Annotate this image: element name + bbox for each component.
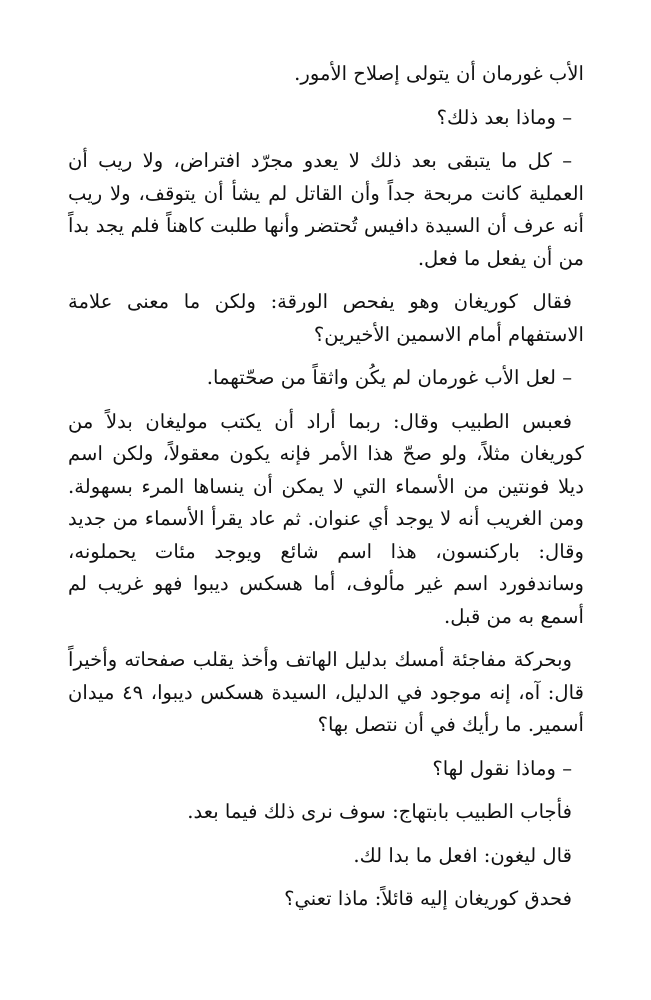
paragraph-ligon-says: قال ليغون: افعل ما بدا لك.	[353, 843, 572, 867]
paragraph-doctor-frowns: فعبس الطبيب وقال: ربما أراد أن يكتب موليغان بدلاً من كوريغان مثلاً، ولو صحّ هذا الأمر فإنه يكون معقولاً، ولكن اسم ديلا فونتين من الأسماء التي لا يمكن أن ينساها المرء بسهولة. ومن الغريب أنه لا يوجد أي عنوان. ثم عاد يقرأ الأسماء من جديد وقال: باركنسون، هذا اسم شائع ويوجد مئات يحملونه، وساندفورد اسم غير مألوف، أما هسكس ديبوا فهو غريب لم أسمع به من قبل.	[68, 409, 584, 628]
paragraph-dialogue-what-next: – وماذا بعد ذلك؟	[436, 105, 572, 129]
paragraph-corrigan-question: فقال كوريغان وهو يفحص الورقة: ولكن ما معنى علامة الاستفهام أمام الاسمين الأخيرين؟	[68, 290, 584, 346]
paragraph-assumption: – كل ما يتبقى بعد ذلك لا يعدو مجرّد افتراض، ولا ريب أن العملية كانت مربحة جداً وأن القاتل لم يشأ أن يتوقف، ولا ريب أنه عرف أن السيدة دافيس تُحتضر وأنها طلبت كاهناً فلم يجد بداً من أن يفعل ما فعل.	[68, 149, 584, 270]
paragraph-not-sure: – لعل الأب غورمان لم يكُن واثقاً من صحّتهما.	[206, 366, 572, 389]
paragraph-continuation: الأب غورمان أن يتولى إصلاح الأمور.	[294, 62, 584, 85]
paragraph-doctor-reply: فأجاب الطبيب بابتهاج: سوف نرى ذلك فيما بعد.	[187, 800, 572, 823]
paragraph-corrigan-stares: فحدق كوريغان إليه قائلاً: ماذا تعني؟	[284, 887, 572, 910]
paragraph-phone-directory: وبحركة مفاجئة أمسك بدليل الهاتف وأخذ يقلب صفحاته وأخيراً قال: آه، إنه موجود في الدليل، السيدة هسكس ديبوا، ٤٩ ميدان أسمير. ما رأيك في أن نتصل بها؟	[68, 648, 584, 736]
paragraph-what-to-say: – وماذا نقول لها؟	[432, 756, 572, 780]
book-page	[68, 58, 584, 988]
